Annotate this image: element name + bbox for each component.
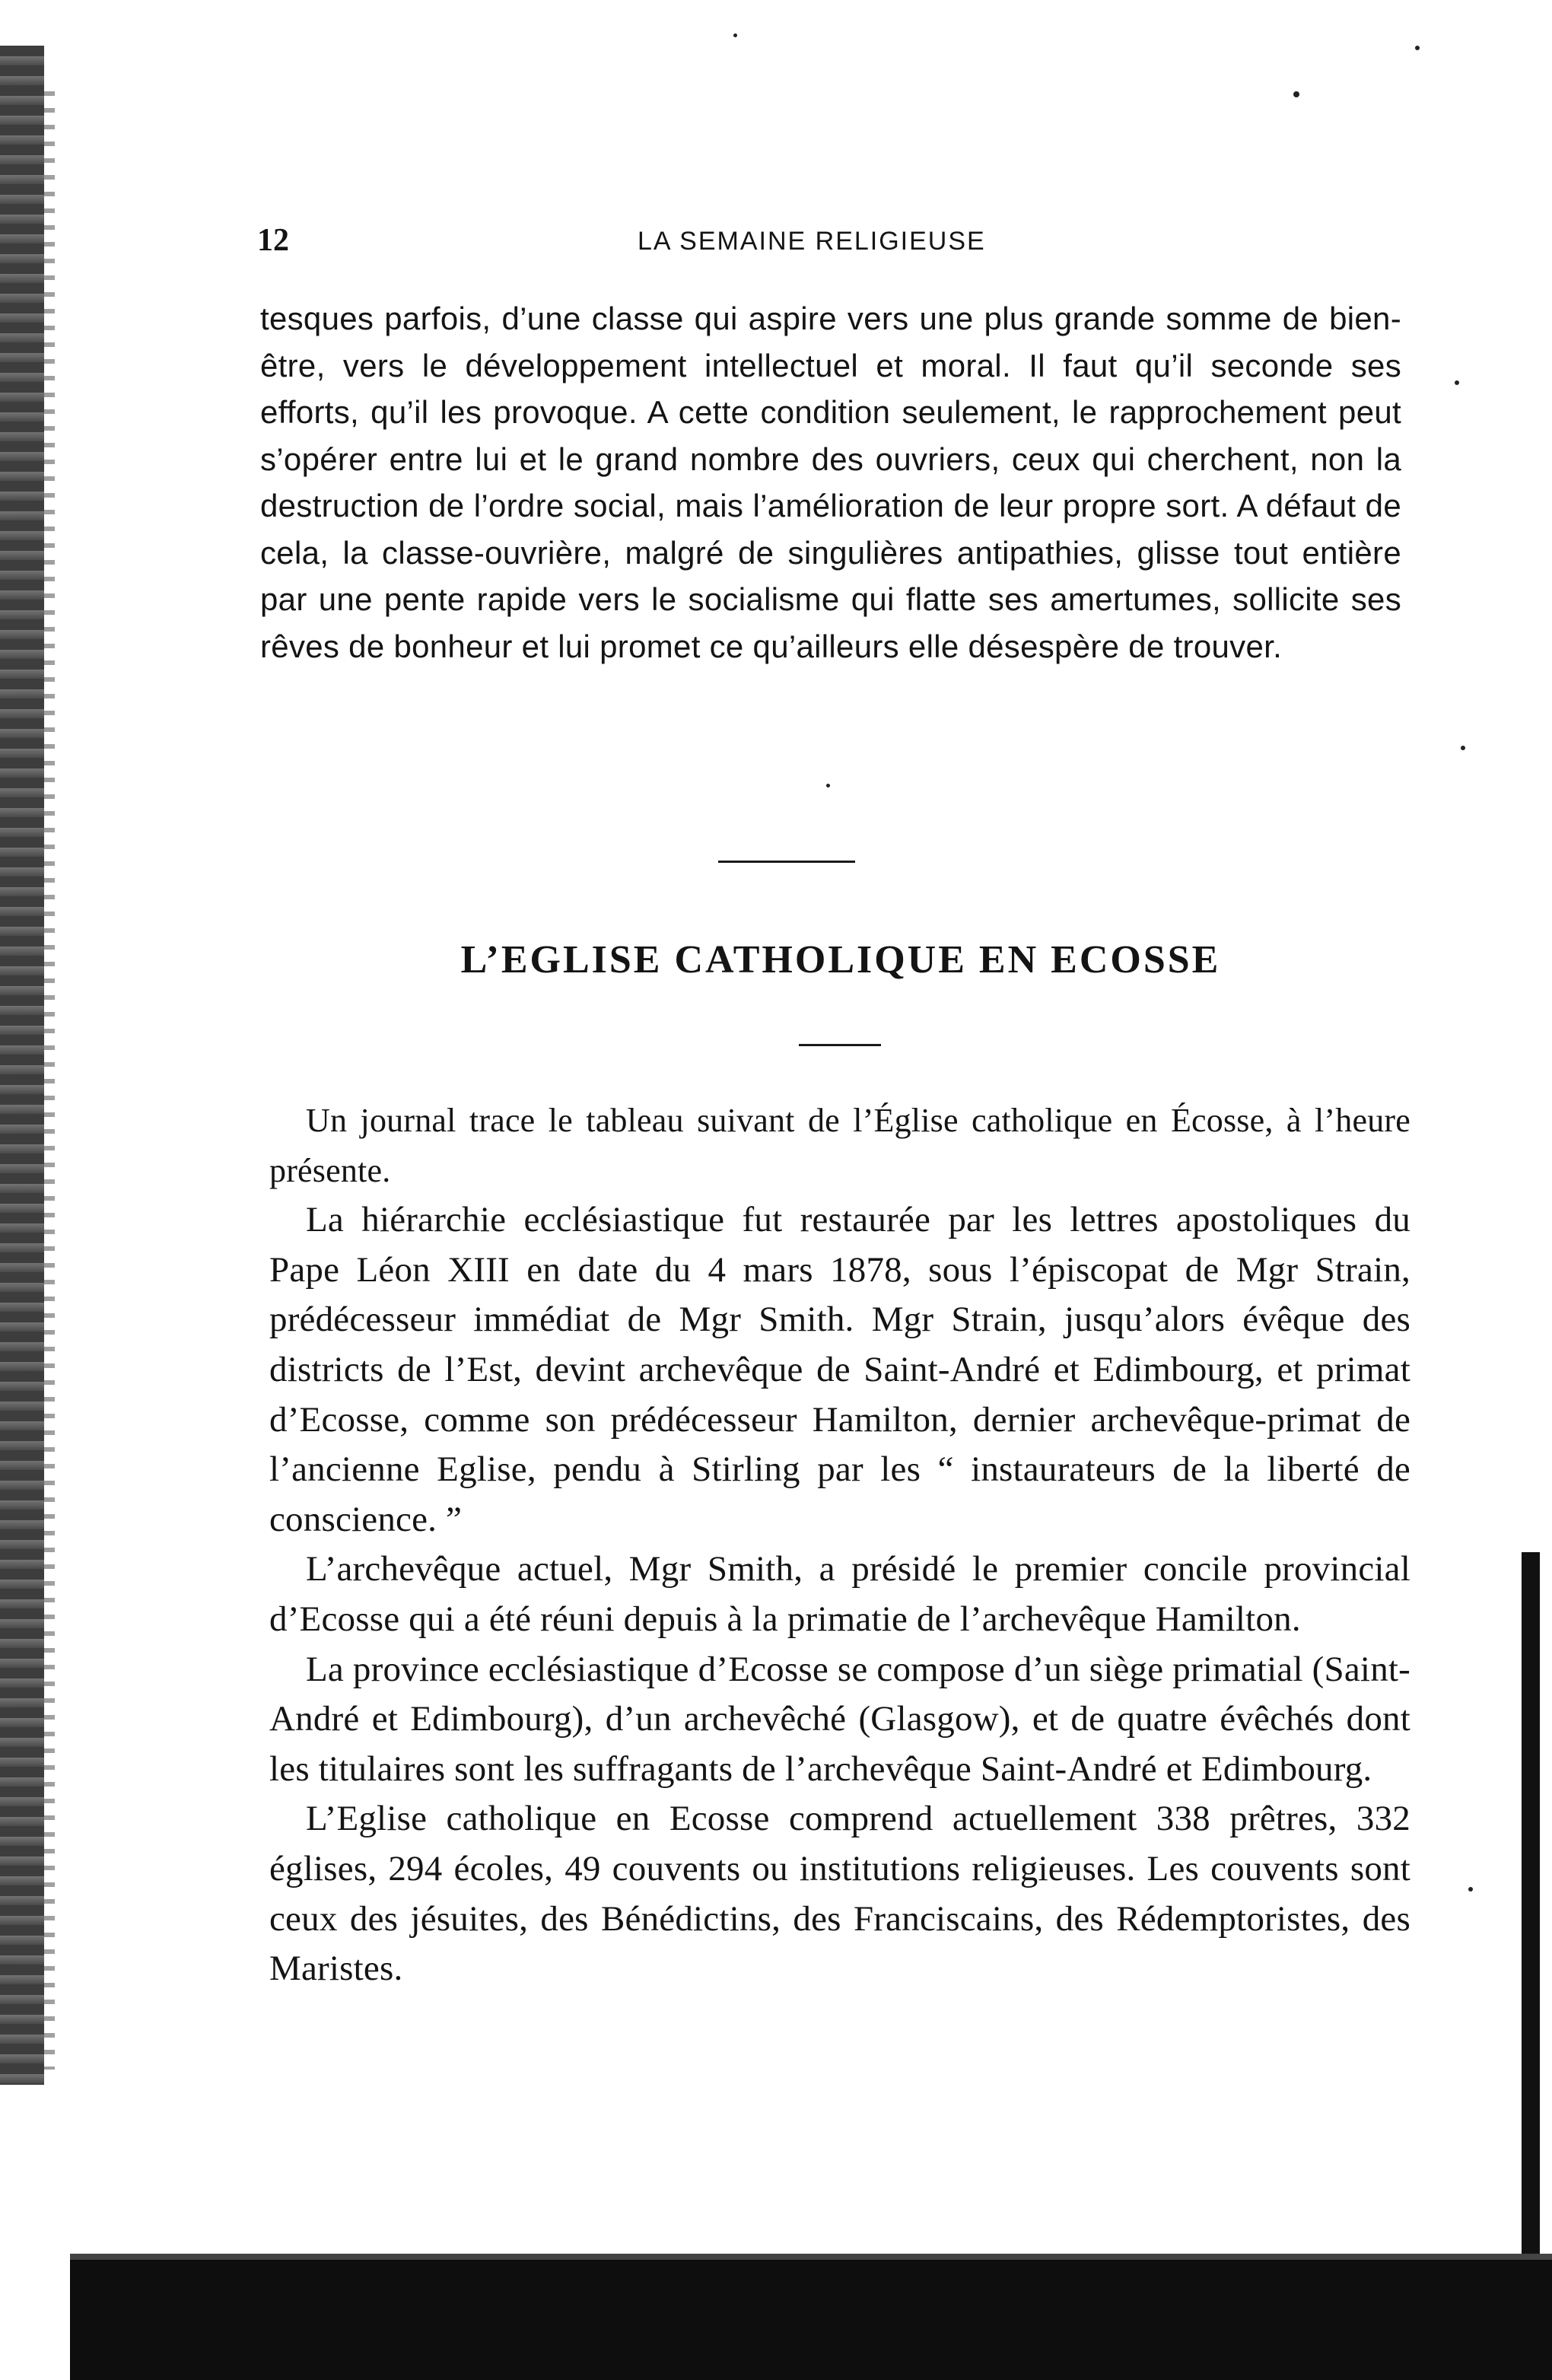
scan-speck [1455,380,1459,385]
article-body [269,1096,1410,1994]
book-binding-shadow [44,91,55,2070]
running-head [257,222,1429,260]
scan-speck [1468,1887,1473,1892]
section-divider-bottom [799,1044,881,1046]
article-paragraph: La province ecclésiastique d’Ecosse se compose d’un siège primatial (Saint-André et Edimbourg), d’un archevêché (Glasgow), et de quatre évêchés dont les titulaires sont les suffragants de l’archevêque Saint-André et Edimbourg. [269,1649,1410,1789]
scan-speck [1415,46,1420,50]
section-divider-top [718,861,855,863]
article-paragraph: La hiérarchie ecclésiastique fut restaurée par les lettres apostoliques du Pape Léon XIII en date du 4 mars 1878, sous l’épiscopat de Mgr Strain, prédécesseur immédiat de Mgr Smith. Mgr Strain, jusqu’alors évêque des districts de l’Est, devint archevêque de Saint-André et Edimbourg, et primat d’Ecosse, comme son prédécesseur Hamilton, dernier archevêque-primat de l’ancienne Eglise, pendu à Stirling par les “ instaurateurs de la liberté de conscience. ” [269,1200,1410,1539]
scan-edge-bottom [70,2260,1552,2380]
scan-speck [1461,746,1465,750]
article-paragraph: L’archevêque actuel, Mgr Smith, a présidé le premier concile provincial d’Ecosse qui a été réuni depuis à la primatie de l’archevêque Hamilton. [269,1549,1410,1639]
scan-edge-right [1522,1552,1540,2313]
scan-edge-bottom-gap [70,2254,1552,2260]
article-paragraph: Un journal trace le tableau suivant de l’Église catholique en Écosse, à l’heure présente. [269,1102,1410,1189]
scan-speck [1293,91,1299,97]
scan-speck [733,33,737,37]
article-paragraph: L’Eglise catholique en Ecosse comprend actuellement 338 prêtres, 332 églises, 294 écoles, 49 couvents ou institutions religieuses. Les couvents sont ceux des jésuites, des Bénédictins, des Franciscains, des Rédemptoristes, des Maristes. [269,1799,1410,1989]
page-number: 12 [257,223,289,258]
book-binding-edge [0,46,44,2085]
intro-paragraph: tesques parfois, d’une classe qui aspire vers une plus grande somme de bien-être, vers le développement intellectuel et moral. Il faut qu’il seconde ses efforts, qu’il les provoque. A cette condition seulement, le rapprochement peut s’opérer entre lui et le grand nombre des ouvriers, ceux qui cherchent, non la destruction de l’ordre social, mais l’amélioration de leur propre sort. A défaut de cela, la classe-ouvrière, malgré de singulières antipathies, glisse tout entière par une pente rapide vers le socialisme qui flatte ses amertumes, sollicite ses rêves de bonheur et lui promet ce qu’ailleurs elle désespère de trouver. [260,301,1401,664]
section-title: L’EGLISE CATHOLIQUE EN ECOSSE [460,938,1221,982]
scan-speck [826,784,830,788]
running-title: LA SEMAINE RELIGIEUSE [638,227,986,256]
intro-paragraph-block [260,295,1401,670]
